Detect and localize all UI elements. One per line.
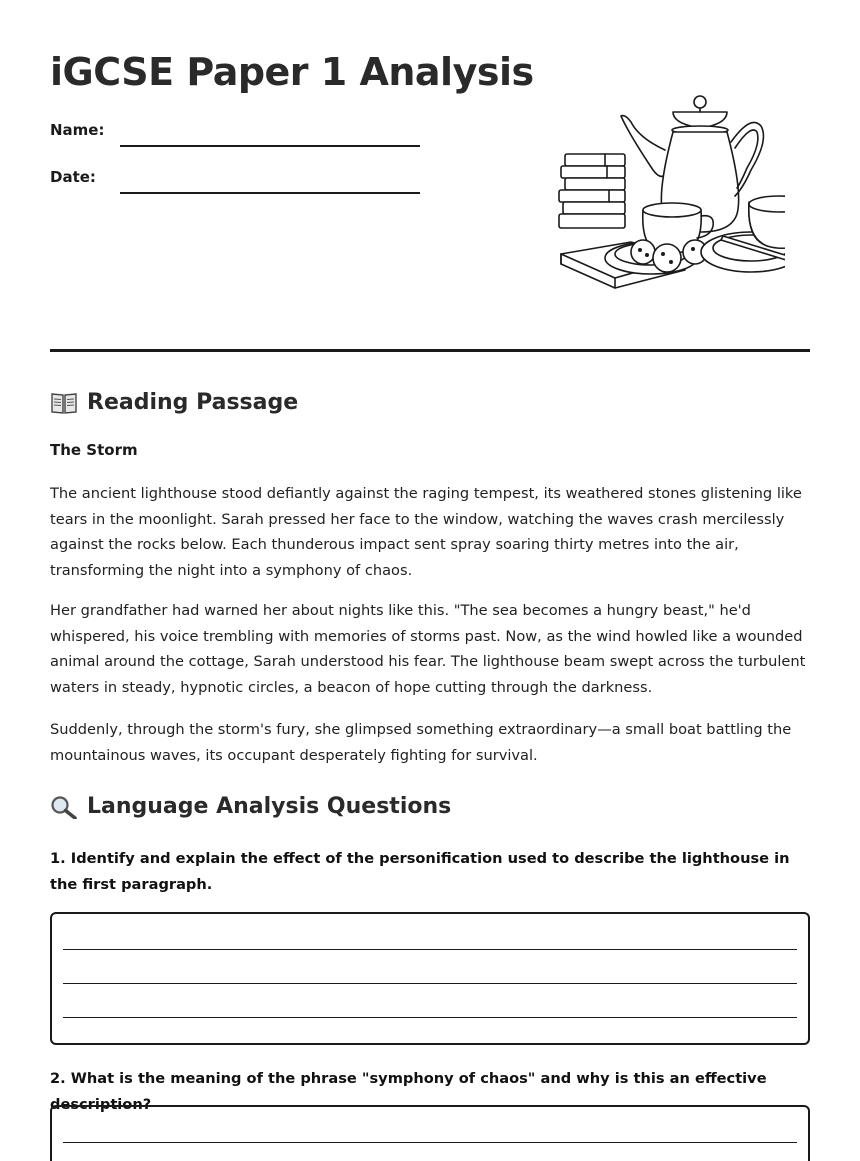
name-field[interactable] <box>50 121 420 139</box>
name-line[interactable] <box>120 145 420 147</box>
teapot-illustration-icon <box>555 92 785 302</box>
answer-line <box>63 1142 797 1143</box>
magnifying-glass-icon <box>50 795 78 819</box>
worksheet-header <box>50 0 810 353</box>
open-book-icon <box>50 391 78 415</box>
date-label: Date: <box>50 168 96 186</box>
answer-box-2[interactable] <box>50 1105 810 1161</box>
page-title: iGCSE Paper 1 Analysis <box>50 50 534 94</box>
question-1: 1. Identify and explain the effect of the personification used to describe the lighthouse in the first paragraph. <box>50 850 790 893</box>
question-2: 2. What is the meaning of the phrase "symphony of chaos" and why is this an effective description? <box>50 1070 767 1113</box>
passage-paragraph-2: Her grandfather had warned her about nights like this. "The sea becomes a hungry beast," he'd whispered, his voice trembling with memories of storms past. Now, as the wind howled like a wounded animal around the cottage, Sarah understood his fear. The lighthouse beam swept across the turbulent waters in steady, hypnotic circles, a beacon of hope cutting through the darkness. <box>50 602 806 696</box>
name-label: Name: <box>50 121 105 139</box>
date-field[interactable] <box>50 168 420 186</box>
answer-line <box>63 1017 797 1018</box>
header-divider <box>50 349 810 352</box>
language-analysis-heading <box>50 794 451 819</box>
reading-passage-heading-text: Reading Passage <box>87 390 299 415</box>
reading-passage-heading <box>50 390 298 415</box>
passage-title: The Storm <box>50 441 138 459</box>
passage-paragraph-3: Suddenly, through the storm's fury, she glimpsed something extraordinary—a small boat battling the mountainous waves, its occupant desperately fighting for survival. <box>50 721 792 764</box>
answer-line <box>63 949 797 950</box>
date-line[interactable] <box>120 192 420 194</box>
language-analysis-heading-text: Language Analysis Questions <box>87 794 452 819</box>
answer-box-1[interactable] <box>50 912 810 1045</box>
passage-paragraph-1: The ancient lighthouse stood defiantly against the raging tempest, its weathered stones glistening like tears in the moonlight. Sarah pressed her face to the window, watching the waves crash mercilessly against the rocks below. Each thunderous impact sent spray soaring thirty metres into the air, transforming the night into a symphony of chaos. <box>50 485 802 579</box>
answer-line <box>63 983 797 984</box>
